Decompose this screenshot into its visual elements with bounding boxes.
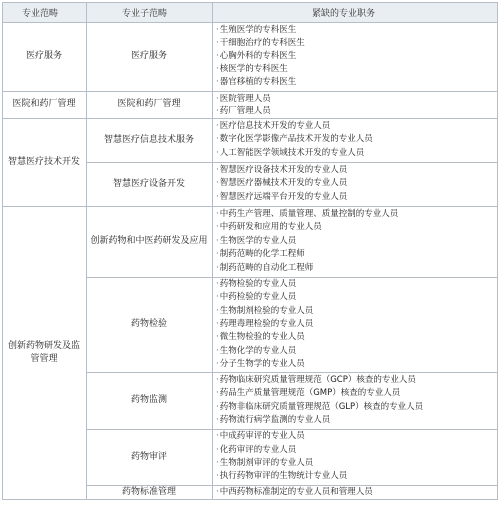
bullet-icon: · <box>216 147 219 158</box>
position-label: 分子生物学的专业人员 <box>219 358 305 369</box>
column-divider-2 <box>212 2 213 499</box>
shortage-position-item <box>216 93 271 105</box>
shortage-position-item <box>216 147 364 159</box>
bullet-icon: · <box>216 431 219 442</box>
table-border-right <box>497 2 498 499</box>
bullet-icon: · <box>216 105 219 116</box>
header-subcategory: 专业子范畴 <box>122 8 168 19</box>
position-label: 人工智能医学领域技术开发的专业人员 <box>219 147 365 158</box>
shortage-position-item <box>216 120 330 132</box>
position-label: 中药生产管理、质量管理、质量控制的专业人员 <box>219 208 399 219</box>
bullet-icon: · <box>216 374 219 385</box>
position-label: 医院管理人员 <box>219 93 271 104</box>
subcategory-cell: 药物检验 <box>130 319 167 329</box>
shortage-position-item <box>216 177 347 189</box>
shortage-position-item <box>216 401 423 413</box>
subcategory-cell: 药物审评 <box>130 451 167 462</box>
shortage-position-item <box>216 235 296 247</box>
bullet-icon: · <box>216 37 219 48</box>
position-label: 智慧医疗设备技术开发的专业人员 <box>219 165 348 176</box>
position-label: 生物制剂审评的专业人员 <box>219 458 314 468</box>
bullet-icon: · <box>216 134 219 145</box>
subcategory-cell: 医院和药厂管理 <box>117 99 181 109</box>
shortage-position-item <box>216 414 330 426</box>
bullet-icon: · <box>216 458 219 468</box>
shortage-position-item <box>216 345 296 357</box>
subcategory-cell: 智慧医疗设备开发 <box>112 178 185 189</box>
shortage-position-item <box>216 486 373 498</box>
position-label: 智慧医疗器械技术开发的专业人员 <box>219 178 348 189</box>
bullet-icon: · <box>216 191 219 202</box>
position-label: 制药范畴的化学工程师 <box>219 249 305 260</box>
bullet-icon: · <box>216 262 219 273</box>
row-divider <box>2 499 498 500</box>
bullet-icon: · <box>216 358 219 369</box>
shortage-position-item <box>216 191 347 203</box>
shortage-position-item <box>216 37 305 49</box>
bullet-icon: · <box>216 64 219 75</box>
bullet-icon: · <box>216 249 219 260</box>
bullet-icon: · <box>216 388 219 399</box>
bullet-icon: · <box>216 121 219 132</box>
position-label: 中药检验的专业人员 <box>219 292 297 303</box>
column-divider-1 <box>86 2 87 499</box>
position-label: 器官移植的专科医生 <box>219 77 297 88</box>
shortage-position-item <box>216 374 416 386</box>
position-label: 中西药物标准制定的专业人员和管理人员 <box>219 487 373 497</box>
shortage-position-item <box>216 248 305 260</box>
position-label: 心胸外科的专科医生 <box>219 50 297 61</box>
table-border-left <box>2 2 3 499</box>
bullet-icon: · <box>216 345 219 356</box>
position-label: 化药审评的专业人员 <box>219 444 297 455</box>
position-label: 药物流行病学监测的专业人员 <box>219 414 331 425</box>
bullet-icon: · <box>216 222 219 233</box>
position-label: 药品生产质量管理规范（GMP）核查的专业人员 <box>219 388 401 399</box>
position-label: 执行药物审评的生物统计专业人员 <box>219 471 348 482</box>
position-label: 中成药审评的专业人员 <box>219 431 305 442</box>
subcategory-cell: 创新药物和中医药研发及应用 <box>90 236 208 246</box>
shortage-position-item <box>216 291 296 303</box>
bullet-icon: · <box>216 414 219 425</box>
shortage-position-item <box>216 133 373 145</box>
table-border-top <box>2 2 498 3</box>
position-label: 医疗信息技术开发的专业人员 <box>219 121 331 132</box>
subcategory-cell: 药物标准管理 <box>121 486 176 497</box>
table-header <box>2 2 498 22</box>
position-label: 干细胞治疗的专科医生 <box>219 37 305 48</box>
bullet-icon: · <box>216 332 219 343</box>
bullet-icon: · <box>216 487 219 497</box>
header-shortage-positions: 紧缺的专业职务 <box>312 8 376 19</box>
shortage-position-item <box>216 331 305 343</box>
position-label: 药厂管理人员 <box>219 105 271 116</box>
shortage-position-item <box>216 444 296 456</box>
position-label: 制药范畴的自动化工程师 <box>219 262 314 273</box>
category-cell: 智慧医疗技术开发 <box>7 156 80 167</box>
position-label: 中药研发和应用的专业人员 <box>219 222 322 233</box>
category-cell: 医院和药厂管理 <box>12 99 76 109</box>
position-label: 药物非临床研究质量管理规范（GLP）核查的专业人员 <box>219 401 424 412</box>
position-label: 药物临床研究质量管理规范（GCP）核查的专业人员 <box>219 374 416 385</box>
shortage-position-item <box>216 318 313 330</box>
shortage-position-item <box>216 24 296 36</box>
position-label: 生物制剂检验的专业人员 <box>219 305 314 316</box>
bullet-icon: · <box>216 305 219 316</box>
shortage-position-item <box>216 262 313 274</box>
position-label: 核医学的专科医生 <box>219 64 288 75</box>
subcategory-cell: 智慧医疗信息技术服务 <box>103 134 194 145</box>
position-label: 微生物检验的专业人员 <box>219 332 305 343</box>
shortage-position-item <box>216 470 347 482</box>
position-label: 生殖医学的专科医生 <box>219 24 297 35</box>
bullet-icon: · <box>216 93 219 104</box>
bullet-icon: · <box>216 50 219 61</box>
header-category: 专业范畴 <box>22 8 59 19</box>
shortage-position-item <box>216 358 305 370</box>
bullet-icon: · <box>216 292 219 303</box>
bullet-icon: · <box>216 165 219 176</box>
position-label: 药理毒理检验的专业人员 <box>219 318 314 329</box>
shortage-position-item <box>216 430 305 442</box>
shortage-position-item <box>216 208 398 220</box>
shortage-position-item <box>216 76 296 88</box>
shortage-position-item <box>216 305 313 317</box>
position-label: 数字化医学影像产品技术开发的专业人员 <box>219 134 373 145</box>
position-label: 生物化学的专业人员 <box>219 345 297 356</box>
subcategory-cell: 医疗服务 <box>130 51 167 61</box>
bullet-icon: · <box>216 77 219 88</box>
position-label: 生物医学的专业人员 <box>219 235 297 246</box>
bullet-icon: · <box>216 279 219 289</box>
bullet-icon: · <box>216 318 219 329</box>
shortage-position-item <box>216 105 271 117</box>
shortage-position-item <box>216 387 400 399</box>
shortage-position-item <box>216 164 347 176</box>
shortage-position-item <box>216 221 322 233</box>
shortage-position-item <box>216 63 288 75</box>
bullet-icon: · <box>216 208 219 219</box>
category-cell: 医疗服务 <box>25 51 62 61</box>
bullet-icon: · <box>216 401 219 412</box>
shortage-position-item <box>216 457 313 469</box>
subcategory-cell: 药物监测 <box>130 395 167 405</box>
position-label: 智慧医疗远端平台开发的专业人员 <box>219 191 348 202</box>
bullet-icon: · <box>216 178 219 189</box>
position-label: 药物检验的专业人员 <box>219 279 297 289</box>
bullet-icon: · <box>216 444 219 455</box>
category-cell: 创新药物研发及监管管理 <box>7 340 80 364</box>
bullet-icon: · <box>216 235 219 246</box>
shortage-position-item <box>216 278 296 290</box>
bullet-icon: · <box>216 471 219 482</box>
bullet-icon: · <box>216 24 219 35</box>
shortage-position-item <box>216 50 296 62</box>
